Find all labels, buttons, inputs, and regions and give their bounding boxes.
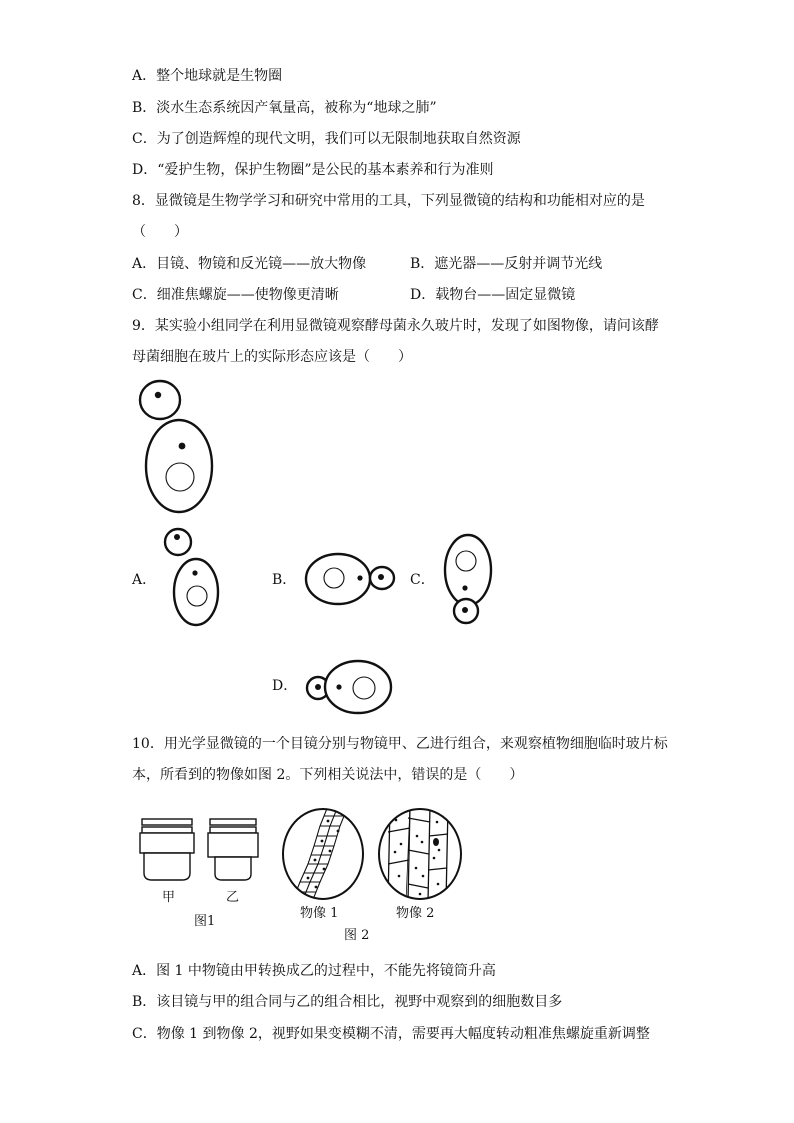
mother-dot <box>179 443 186 450</box>
objective-yi-icon <box>206 818 260 882</box>
q10-option-c: C．物像 1 到物像 2，视野如果变模糊不清，需要再大幅度转动粗准焦螺旋重新调整 <box>132 1026 650 1042</box>
q7-option-c: C．为了创造辉煌的现代文明，我们可以无限制地获取自然资源 <box>132 131 521 147</box>
objective-yi-label: 乙 <box>226 890 240 905</box>
q8-option-a: A．目镜、物镜和反光镜——放大物像 <box>132 256 367 272</box>
image1-label: 物像 1 <box>300 906 339 921</box>
q8-stem: 8．显微镜是生物学学习和研究中常用的工具，下列显微镜的结构和功能相对应的是 <box>132 193 645 209</box>
q8-blank: （ ） <box>132 224 188 240</box>
q9-yeast-figure <box>132 376 222 516</box>
q10-option-b: B．该目镜与甲的组合同与乙的组合相比，视野中观察到的细胞数目多 <box>132 994 563 1010</box>
image1-field-of-view <box>280 806 366 902</box>
q8-option-d: D．载物台——固定显微镜 <box>410 287 576 303</box>
q8-option-c: C．细准焦螺旋——使物像更清晰 <box>132 287 339 303</box>
q7-option-d: D．“爱护生物，保护生物圈”是公民的基本素养和行为准则 <box>132 162 494 178</box>
q7-option-b: B．淡水生态系统因产氧量高，被称为“地球之肺” <box>132 100 437 116</box>
q9-option-a-figure <box>160 522 224 630</box>
q9-option-a-label: A． <box>132 572 157 588</box>
q9-option-d-label: D． <box>272 678 298 694</box>
fig2-caption: 图 2 <box>344 928 370 943</box>
q10-option-a: A．图 1 中物镜由甲转换成乙的过程中，不能先将镜筒升高 <box>132 963 496 979</box>
yeast-bud <box>140 381 180 419</box>
bud-nucleus <box>155 392 161 398</box>
image2-label: 物像 2 <box>396 906 435 921</box>
q9-stem-line2: 母菌细胞在玻片上的实际形态应该是（ ） <box>132 349 412 365</box>
q9-option-c-label: C． <box>410 572 435 588</box>
q7-option-a: A．整个地球就是生物圈 <box>132 68 283 84</box>
objective-jia-icon <box>138 818 196 882</box>
q9-stem-line1: 9．某实验小组同学在利用显微镜观察酵母菌永久玻片时，发现了如图物像，请问该酵 <box>132 318 659 334</box>
q9-option-b-figure <box>302 548 402 610</box>
fig1-caption: 图1 <box>194 914 216 929</box>
image2-field-of-view <box>376 806 464 902</box>
q9-option-d-figure <box>298 654 398 718</box>
q9-option-b-label: B． <box>272 572 297 588</box>
q10-stem-line1: 10．用光学显微镜的一个目镜分别与物镜甲、乙进行组合，来观察植物细胞临时玻片标 <box>132 736 668 752</box>
yeast-mother-cell <box>146 420 212 512</box>
q10-stem-line2: 本，所看到的物像如图 2。下列相关说法中，错误的是（ ） <box>132 767 524 783</box>
q8-option-b: B．遮光器——反射并调节光线 <box>410 256 603 272</box>
objective-jia-label: 甲 <box>162 890 176 905</box>
q9-option-c-figure <box>438 530 502 630</box>
